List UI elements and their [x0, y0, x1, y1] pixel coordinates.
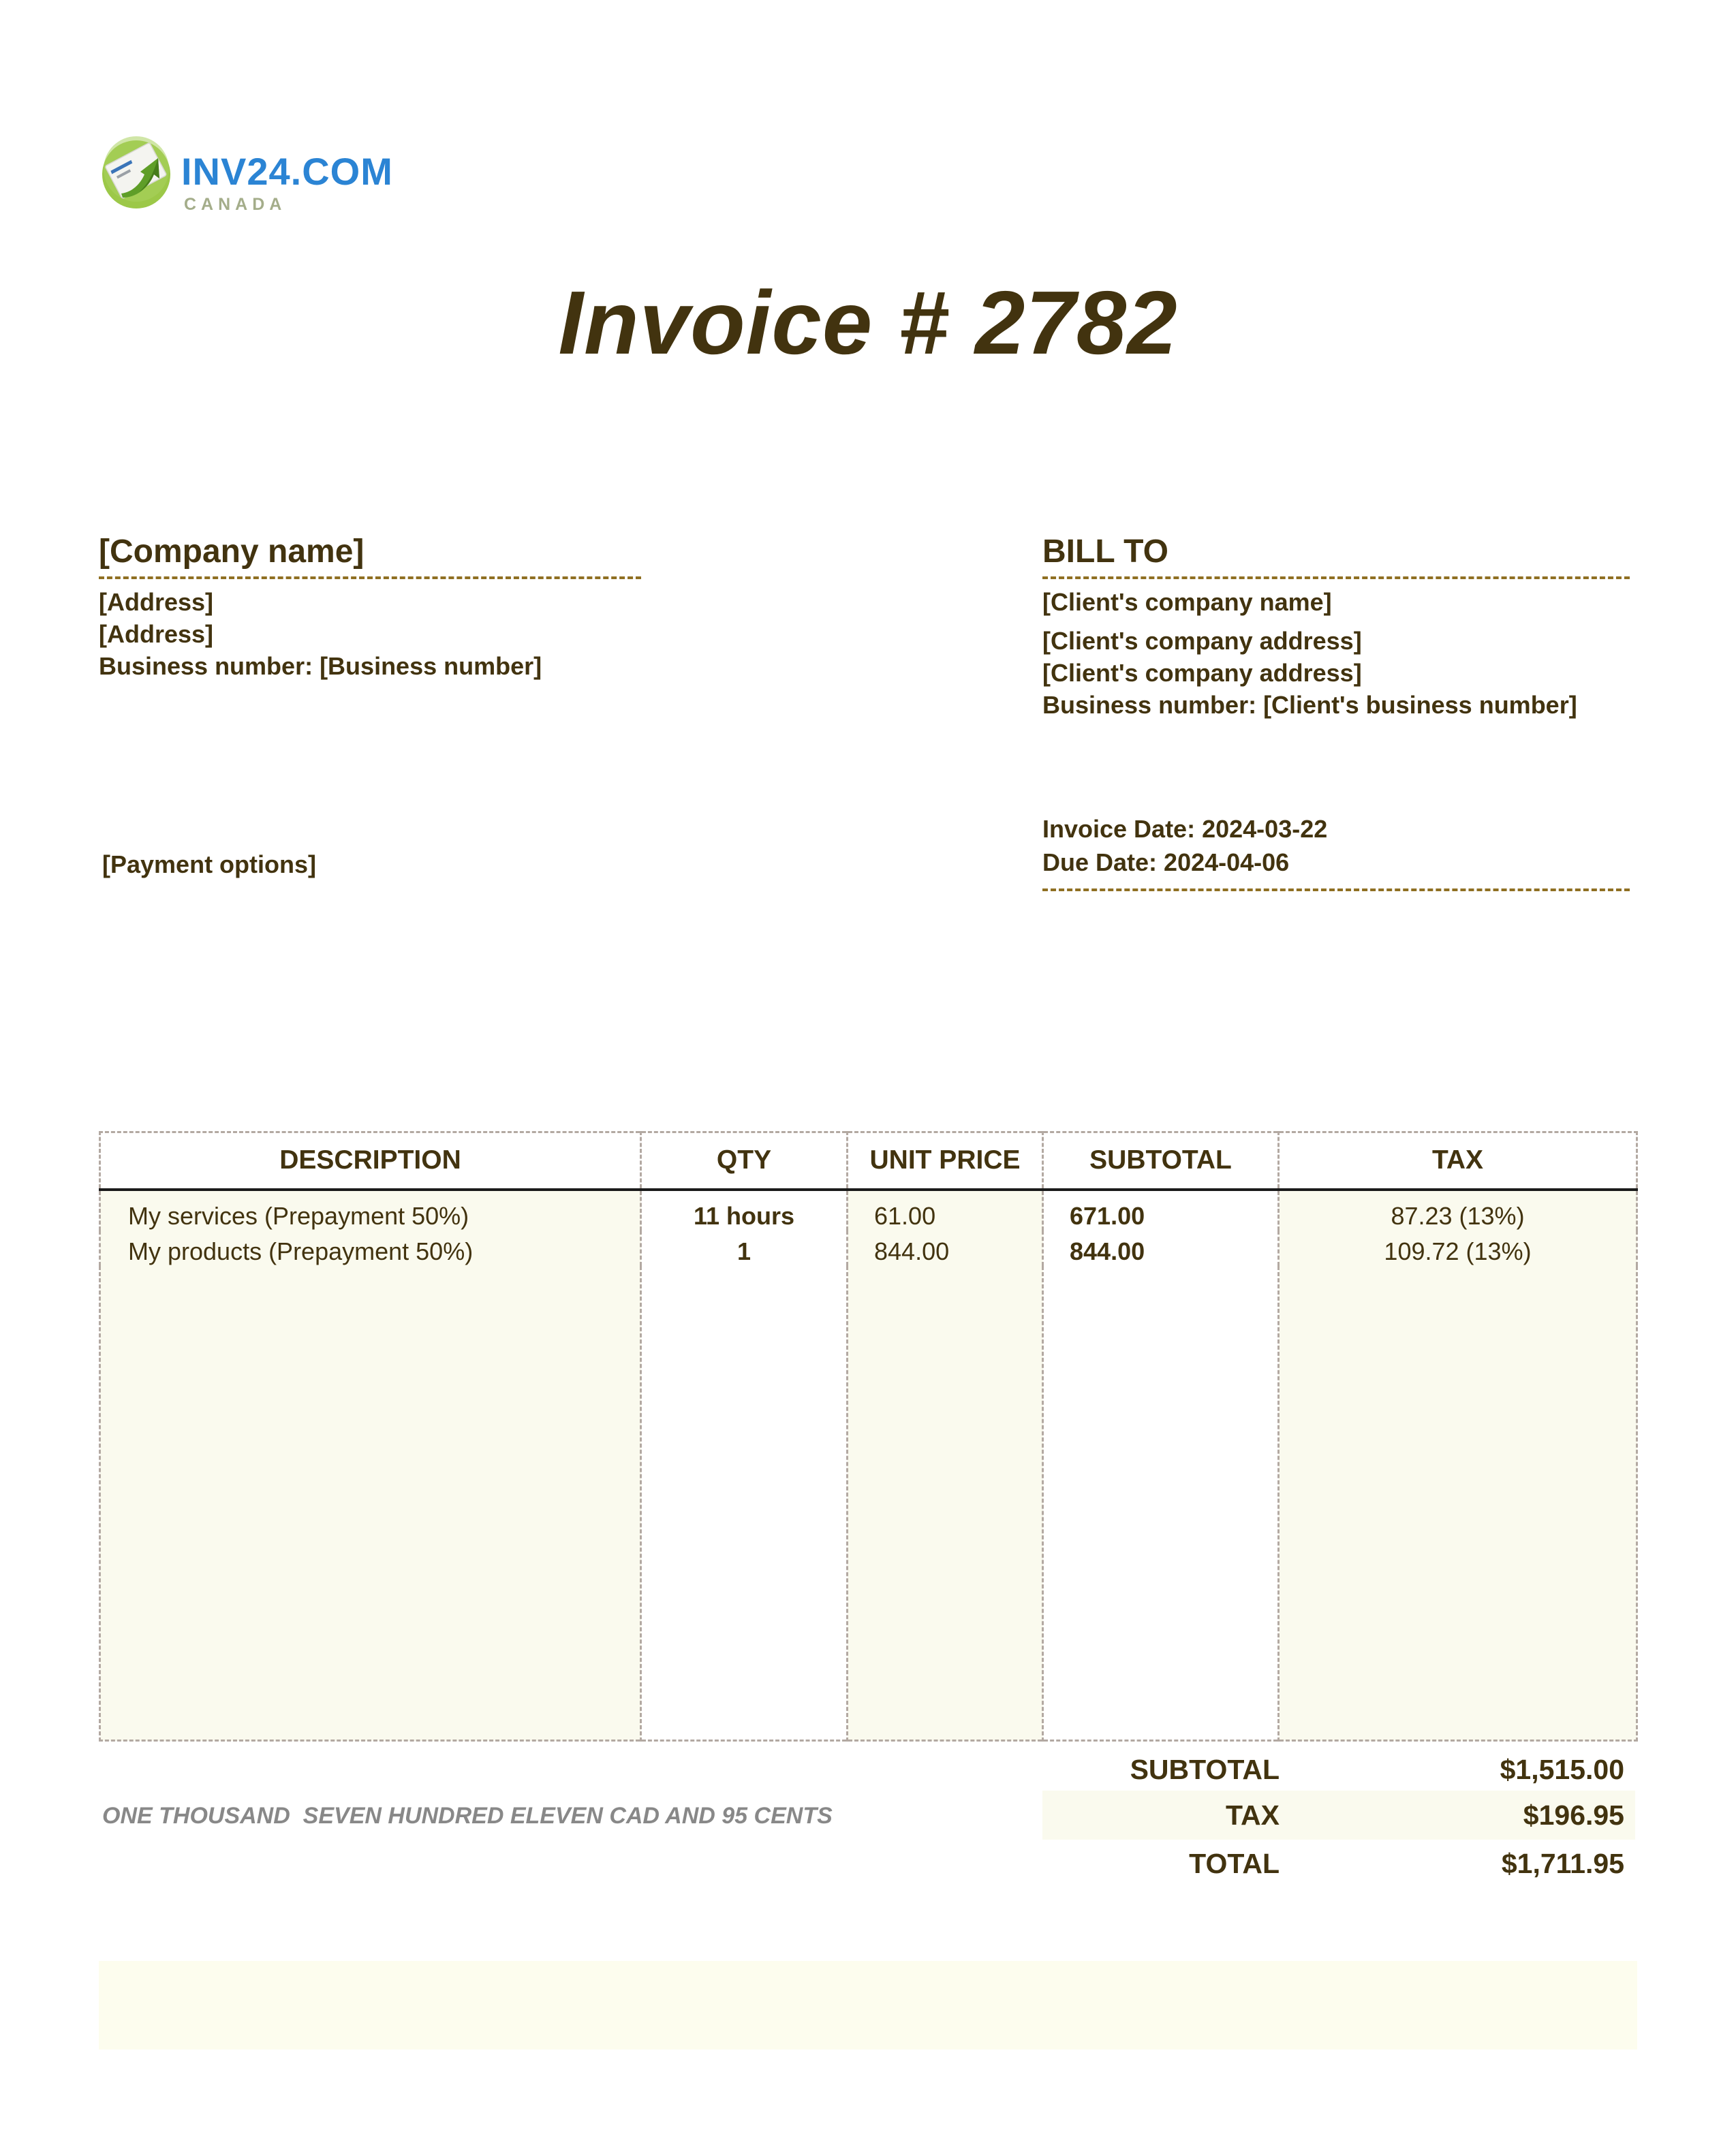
brand-text — [181, 135, 393, 215]
due-date-label: Due Date: — [1042, 848, 1158, 876]
table-header-row — [100, 1132, 1637, 1190]
total-row — [1042, 1841, 1635, 1886]
totals-block — [1042, 1748, 1635, 1886]
item-description: My services (Prepayment 50%) — [128, 1201, 469, 1230]
item-unit-price: 844.00 — [848, 1231, 1043, 1266]
item-subtotal: 844.00 — [1043, 1231, 1279, 1266]
brand-name: INV24.COM — [181, 150, 393, 193]
total-label: TOTAL — [1189, 1847, 1280, 1879]
client-address-group — [1042, 625, 1630, 721]
brand-logo — [101, 135, 393, 215]
bill-to-heading: BILL TO — [1042, 533, 1630, 579]
invoice-date-line — [1042, 812, 1630, 846]
tax-label: TAX — [1226, 1799, 1280, 1831]
header-unit-price: UNIT PRICE — [848, 1132, 1043, 1190]
header-description: DESCRIPTION — [100, 1132, 641, 1190]
client-lines — [1042, 586, 1630, 721]
payment-options: [Payment options] — [102, 850, 317, 878]
total-value: $1,711.95 — [1501, 1847, 1624, 1879]
brand-region: CANADA — [184, 195, 287, 214]
item-qty: 11 hours — [641, 1190, 848, 1231]
brand-logo-icon — [101, 135, 174, 215]
client-business-number: Business number: [Client's business number] — [1042, 691, 1577, 719]
tax-value: $196.95 — [1523, 1799, 1624, 1831]
seller-business-number: Business number: [Business number] — [99, 652, 542, 680]
subtotal-value: $1,515.00 — [1500, 1753, 1624, 1785]
seller-address-line: [Address] — [99, 588, 214, 616]
items-table — [99, 1131, 1638, 1742]
item-subtotal: 671.00 — [1043, 1190, 1279, 1231]
seller-address-line: [Address] — [99, 620, 214, 648]
item-description: My products (Prepayment 50%) — [128, 1237, 474, 1265]
seller-address-lines — [99, 586, 641, 682]
due-date-line — [1042, 846, 1630, 879]
client-company-name: [Client's company name] — [1042, 588, 1332, 616]
invoice-date-label: Invoice Date: — [1042, 815, 1196, 843]
header-qty: QTY — [641, 1132, 848, 1190]
header-tax: TAX — [1279, 1132, 1637, 1190]
page-title: Invoice # 2782 — [558, 273, 1178, 373]
item-tax: 87.23 (13%) — [1279, 1190, 1637, 1231]
dates-block — [1042, 812, 1630, 891]
table-row — [100, 1190, 1637, 1231]
seller-block — [99, 533, 641, 682]
table-filler-row — [100, 1266, 1637, 1741]
item-unit-price: 61.00 — [848, 1190, 1043, 1231]
bill-to-block — [1042, 533, 1630, 721]
header-subtotal: SUBTOTAL — [1043, 1132, 1279, 1190]
subtotal-row — [1042, 1748, 1635, 1791]
footer-band — [99, 1961, 1637, 2050]
due-date-value: 2024-04-06 — [1164, 848, 1290, 876]
table-row — [100, 1231, 1637, 1266]
item-tax: 109.72 (13%) — [1279, 1231, 1637, 1266]
tax-row — [1042, 1791, 1635, 1840]
item-qty: 1 — [641, 1231, 848, 1266]
client-address-line: [Client's company address] — [1042, 627, 1362, 655]
amount-in-words: ONE THOUSAND SEVEN HUNDRED ELEVEN CAD AND 95 CENTS — [102, 1803, 833, 1829]
seller-company-name: [Company name] — [99, 533, 641, 579]
subtotal-label: SUBTOTAL — [1130, 1753, 1280, 1785]
client-address-line: [Client's company address] — [1042, 659, 1362, 687]
invoice-date-value: 2024-03-22 — [1202, 815, 1328, 843]
